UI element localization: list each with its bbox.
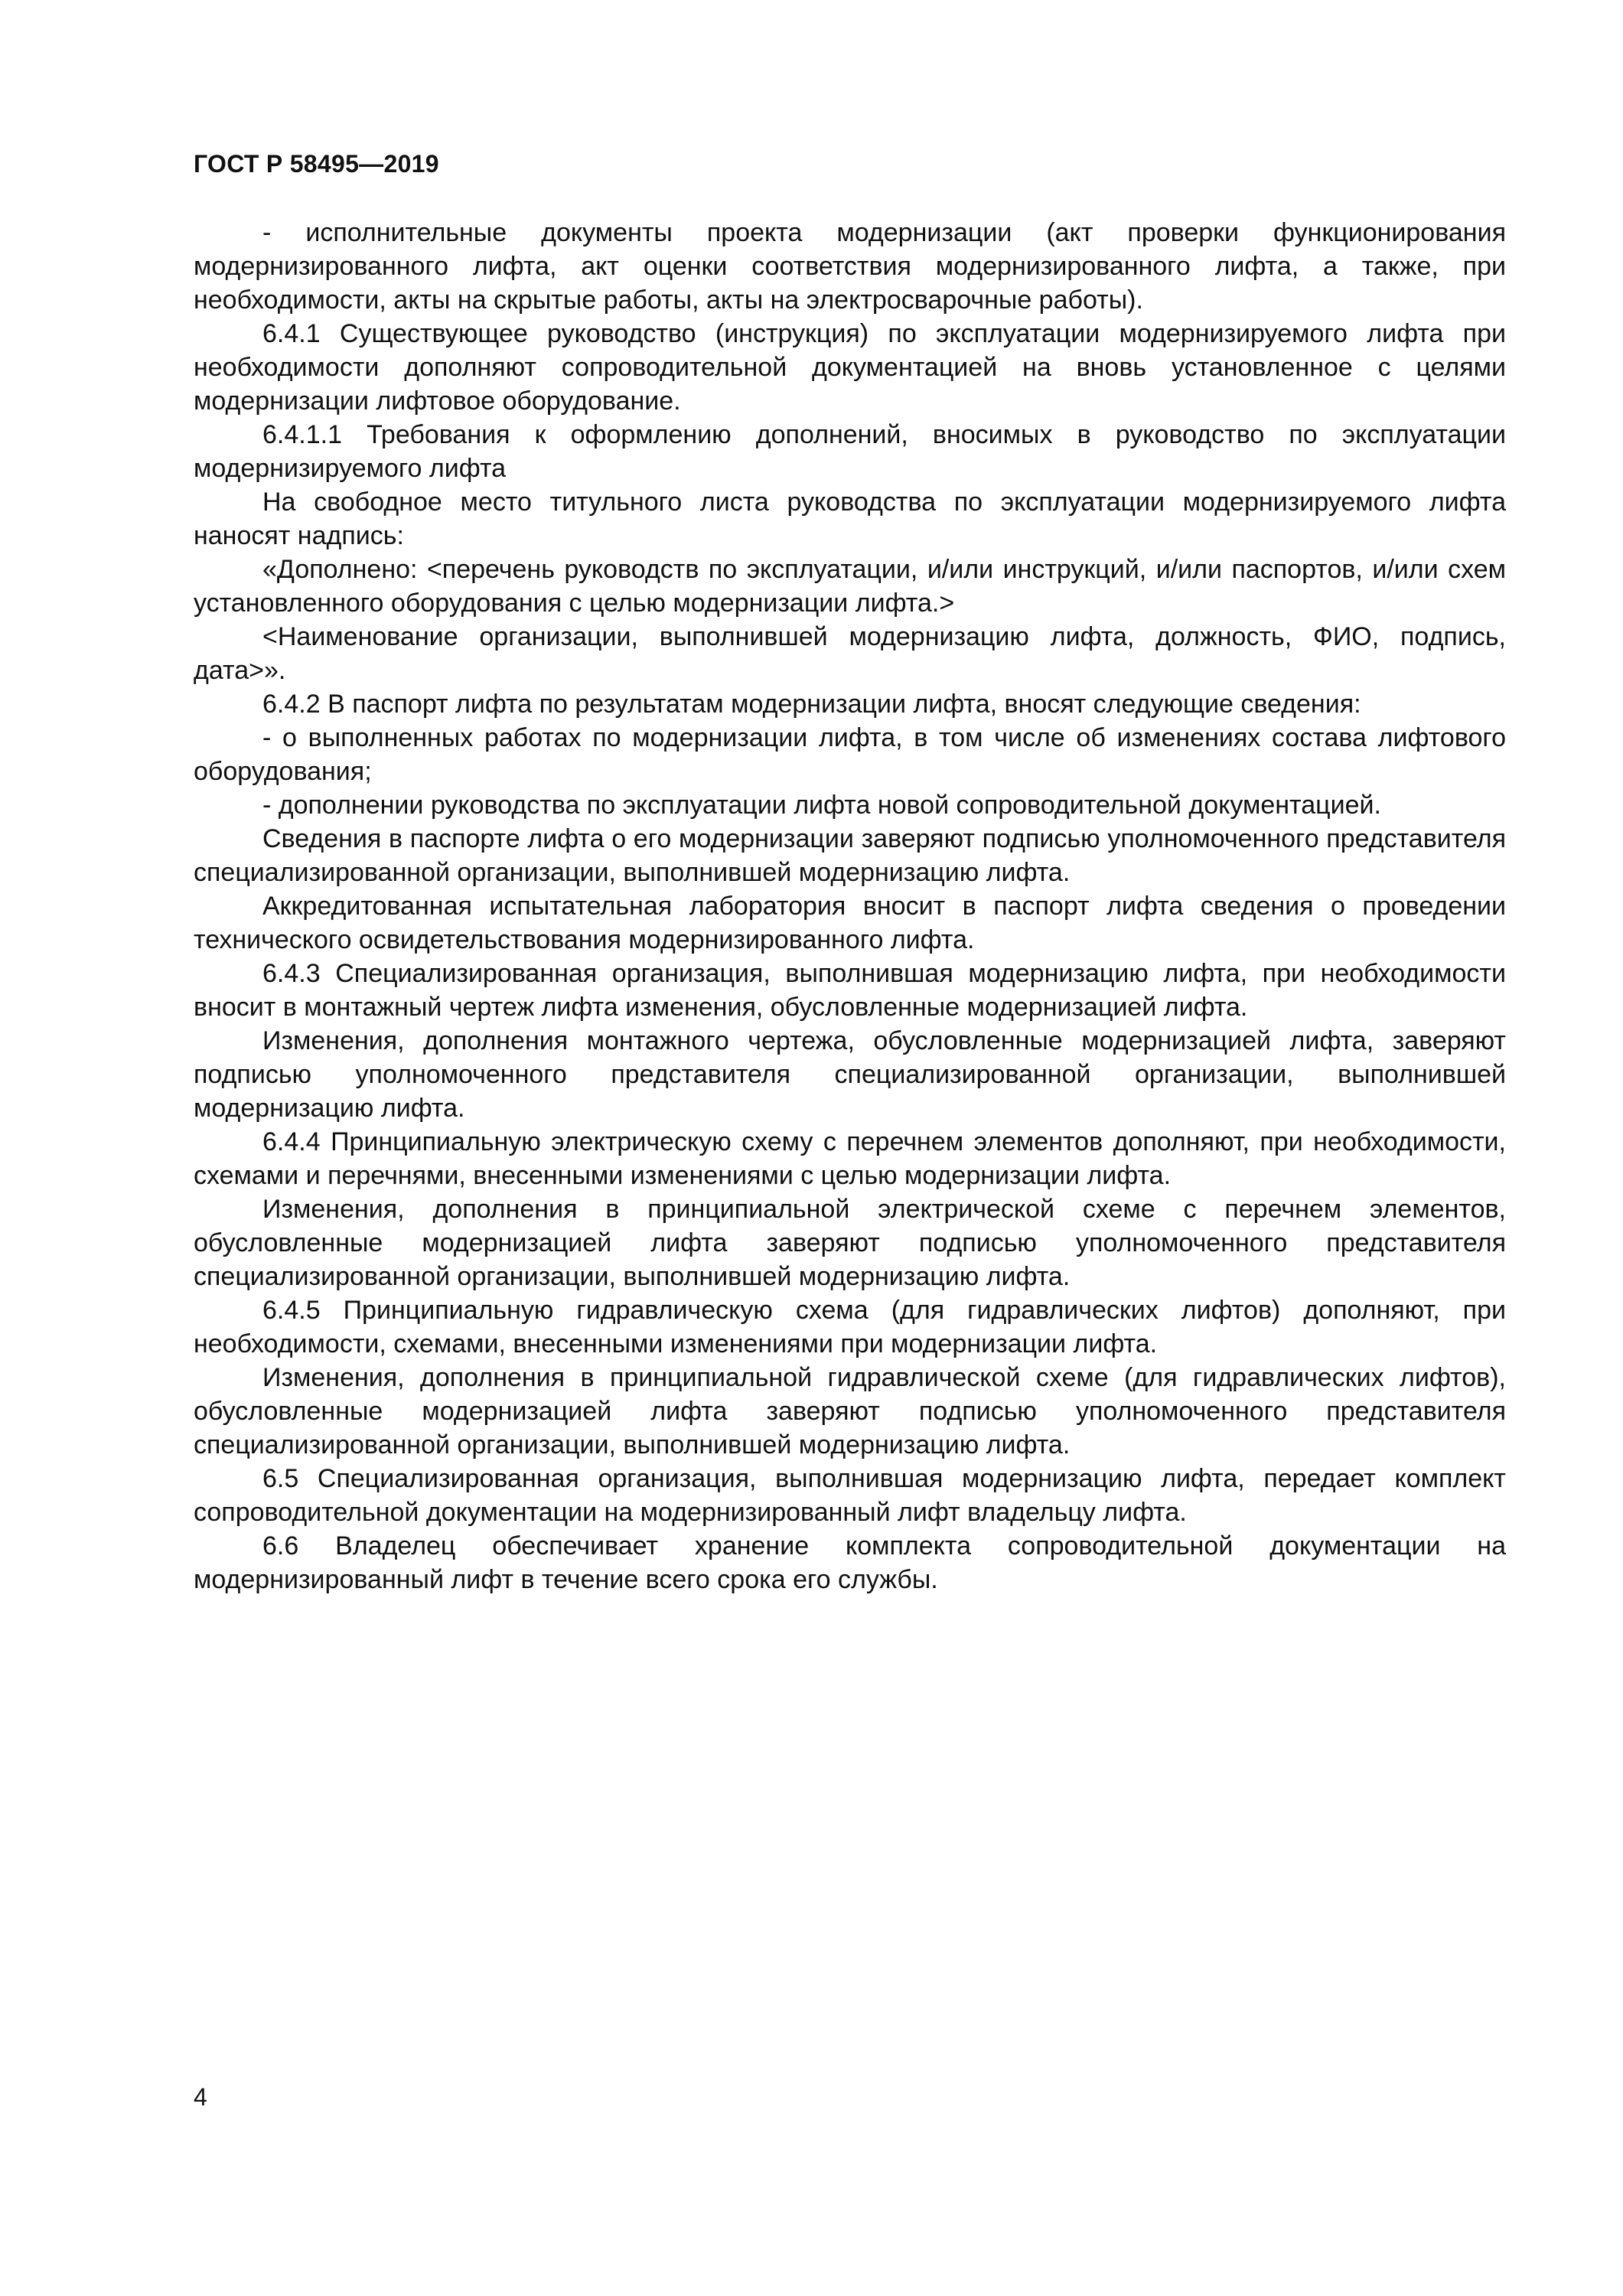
paragraph-completed-works-item: - о выполненных работах по модернизации лифта, в том числе об изменениях состава лифтового оборудования;	[194, 723, 1506, 786]
paragraph-hydraulic-scheme-changes: Изменения, дополнения в принципиальной гидравлической схеме (для гидравлических лифтов), обусловленные модернизацией лифта заверяют подписью уполномоченного представителя специализированной организации, выполнившей модернизацию лифта.	[194, 1363, 1506, 1459]
paragraph-6-4-1-1: 6.4.1.1 Требования к оформлению дополнений, вносимых в руководство по эксплуатации модернизируемого лифта	[194, 420, 1506, 483]
paragraph-electrical-scheme-changes: Изменения, дополнения в принципиальной электрической схеме с перечнем элементов, обусловленные модернизацией лифта заверяют подписью уполномоченного представителя специализированной организации, выполнившей модернизацию лифта.	[194, 1195, 1506, 1291]
paragraph-6-4-4: 6.4.4 Принципиальную электрическую схему с перечнем элементов дополняют, при необходимости, схемами и перечнями, внесенными изменениями с целью модернизации лифта.	[194, 1127, 1506, 1190]
paragraph-accredited-laboratory: Аккредитованная испытательная лаборатория вносит в паспорт лифта сведения о проведении технического освидетельствования модернизированного лифта.	[194, 892, 1506, 954]
paragraph-passport-signature: Сведения в паспорте лифта о его модернизации заверяют подписью уполномоченного представителя специализированной организации, выполнившей модернизацию лифта.	[194, 824, 1506, 887]
paragraph-assembly-drawing-changes: Изменения, дополнения монтажного чертежа, обусловленные модернизацией лифта, заверяют подписью уполномоченного представителя специализированной организации, выполнившей модернизацию лифта.	[194, 1026, 1506, 1123]
document-body	[194, 216, 1506, 1596]
paragraph-title-sheet-inscription: На свободное место титульного листа руководства по эксплуатации модернизируемого лифта наносят надпись:	[194, 488, 1506, 550]
paragraph-organization-name-quote: <Наименование организации, выполнившей модернизацию лифта, должность, ФИО, подпись, дата>».	[194, 622, 1506, 685]
paragraph-6-4-3: 6.4.3 Специализированная организация, выполнившая модернизацию лифта, при необходимости вносит в монтажный чертеж лифта изменения, обусловленные модернизацией лифта.	[194, 959, 1506, 1022]
paragraph-6-4-1: 6.4.1 Существующее руководство (инструкция) по эксплуатации модернизируемого лифта при необходимости дополняют сопроводительной документацией на вновь установленное с целями модернизации лифтовое оборудование.	[194, 319, 1506, 416]
standard-code-header: ГОСТ Р 58495—2019	[194, 150, 439, 178]
paragraph-executive-documents: - исполнительные документы проекта модернизации (акт проверки функционирования модернизированного лифта, акт оценки соответствия модернизированного лифта, а также, при необходимости, акты на скрытые работы, акты на электросварочные работы).	[194, 218, 1506, 315]
paragraph-6-4-2: 6.4.2 В паспорт лифта по результатам модернизации лифта, вносят следующие сведения:	[262, 690, 1361, 719]
paragraph-6-5: 6.5 Специализированная организация, выполнившая модернизацию лифта, передает комплект сопроводительной документации на модернизированный лифт владельцу лифта.	[194, 1464, 1506, 1527]
paragraph-manual-supplement-item: - дополнении руководства по эксплуатации лифта новой сопроводительной документацией.	[262, 791, 1381, 820]
paragraph-supplemented-quote: «Дополнено: <перечень руководств по эксплуатации, и/или инструкций, и/или паспортов, и/или схем установленного оборудования с целью модернизации лифта.>	[194, 555, 1506, 618]
paragraph-6-4-5: 6.4.5 Принципиальную гидравлическую схема (для гидравлических лифтов) дополняют, при необходимости, схемами, внесенными изменениями при модернизации лифта.	[194, 1296, 1506, 1358]
paragraph-6-6: 6.6 Владелец обеспечивает хранение комплекта сопроводительной документации на модернизированный лифт в течение всего срока его службы.	[194, 1531, 1506, 1594]
page-number: 4	[194, 2083, 207, 2111]
